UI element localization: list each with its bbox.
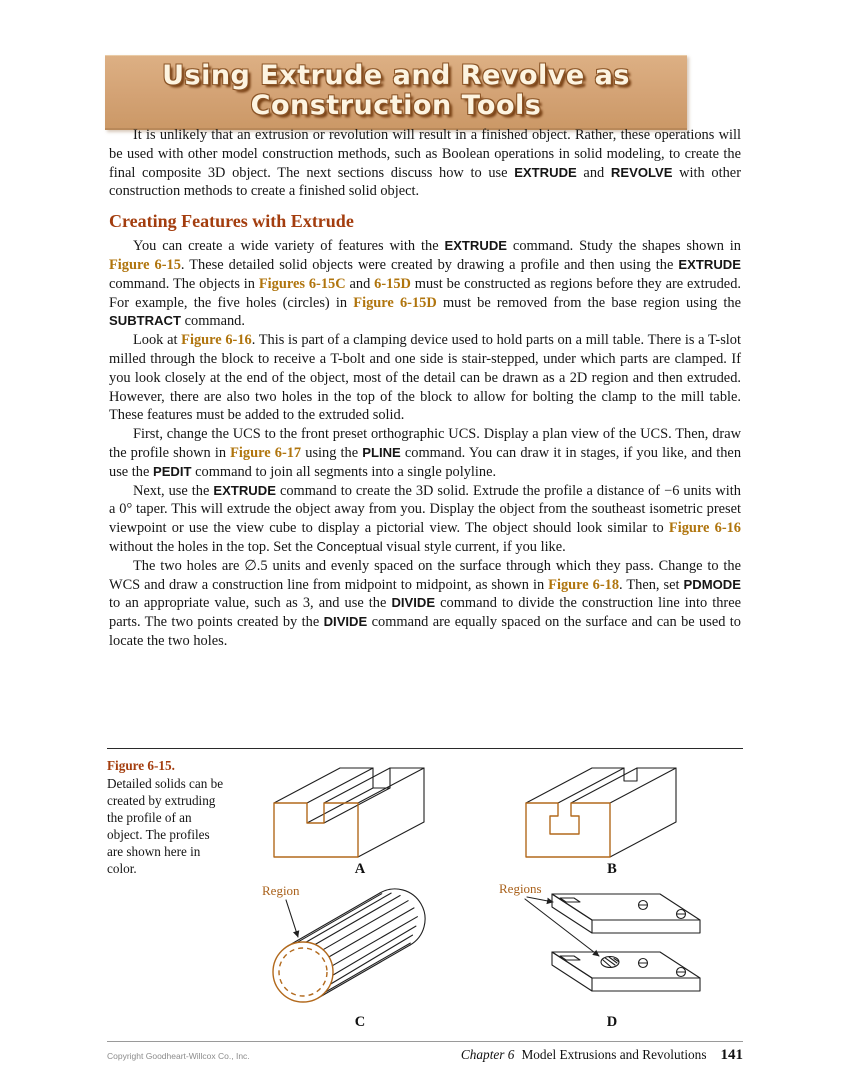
regions-annotation: Regions (499, 882, 542, 896)
page-footer (107, 1041, 743, 1064)
paragraph (109, 237, 741, 331)
text-segment: 6-15D (374, 275, 411, 292)
text-segment: PDMODE (683, 576, 741, 592)
text-segment: Figure 6-17 (230, 444, 302, 461)
section-heading: Creating Features with Extrude (109, 211, 354, 232)
figure-letter-c: C (354, 1014, 366, 1030)
figure-letter-d: D (606, 1014, 618, 1030)
paragraph (109, 331, 741, 425)
text-segment: Figure 6-16 (181, 332, 252, 349)
page-body (109, 126, 741, 651)
figure-caption-label: Figure 6-15. (107, 758, 175, 773)
text-segment: visual style current, if you like. (382, 538, 566, 555)
text-segment: must be removed from the base region using the (436, 294, 741, 311)
intro-paragraph (109, 126, 741, 201)
regions-arrow-2 (525, 899, 599, 956)
text-segment: and (576, 164, 611, 181)
regions-arrow-1 (527, 897, 553, 902)
banner-title-line-1: Using Extrude and Revolve as (162, 60, 630, 91)
text-segment: command. The objects in (109, 275, 259, 292)
text-segment: . Then, set (619, 576, 684, 593)
paragraph (109, 482, 741, 557)
text-segment: command. You can draw it in stages, if you like, and then use the (109, 444, 742, 480)
text-segment: EXTRUDE (678, 256, 741, 272)
block-b-profile-outline (526, 803, 610, 857)
cylinder-body-lines (288, 889, 425, 998)
text-segment: without the holes in the top. Set the (109, 538, 317, 555)
t-slot-block-drawing (517, 757, 707, 861)
text-segment: Next, use the (133, 482, 214, 499)
text-segment: It is unlikely that an extrusion or revolution will result in a finished object. Rather, these operations will be used with other model construction methods, such as Boolean operations in solid modeling, to create the final composite 3D object. The next sections discuss how to use (109, 127, 741, 181)
footer-running-title (461, 1047, 743, 1064)
text-segment: with other construction methods to create a finished solid object. (109, 164, 741, 200)
text-segment: command. Study the shapes shown in (507, 238, 741, 255)
text-segment: Figures 6-15C (258, 275, 346, 292)
block-b-extrusion-lines (526, 768, 676, 857)
text-segment: and (345, 275, 375, 292)
text-segment: . These detailed solid objects were created by drawing a profile and then using the (180, 256, 679, 273)
text-segment: DIVIDE (323, 614, 368, 630)
text-segment: command to join all segments into a single polyline. (191, 463, 497, 480)
block-a-extrusion-lines (274, 768, 424, 857)
text-segment: Figure 6-18 (548, 576, 620, 593)
text-segment: command to divide the construction line into three parts. The two points created by the (109, 595, 741, 631)
footer-chapter: Chapter 6 (460, 1047, 515, 1062)
text-segment: First, change the UCS to the front preset orthographic UCS. Display a plan view of the UCS. Then, draw the profile shown in (109, 426, 741, 461)
splined-cylinder-drawing (260, 882, 460, 1014)
figure-item-b (481, 757, 743, 878)
footer-chapter-title: Model Extrusions and Revolutions (521, 1047, 707, 1062)
paragraph (109, 557, 741, 651)
region-arrow (286, 900, 298, 937)
hatched-hole (601, 957, 619, 968)
text-segment: You can create a wide variety of features with the (133, 238, 445, 255)
paragraph (109, 425, 741, 481)
text-segment: Conceptual (316, 538, 383, 554)
text-segment: command. (181, 313, 245, 330)
figure-caption (107, 757, 229, 1031)
text-segment: DIVIDE (391, 595, 436, 611)
text-segment: to an appropriate value, such as 3, and use the (109, 595, 392, 612)
text-segment: . This is part of a clamping device used to hold parts on a mill table. There is a T-slot milled through the block to receive a T-bolt and one side is stair-stepped, under which parts are clamped. If you look closely at the end of the object, most of the detail can be drawn as a 2D region and then extruded. However, there are also two holes in the top of the block to allow for bolting the clamp to the mill table. These features must be added to the extruded solid. (109, 332, 741, 424)
text-segment: Figure 6-15 (109, 256, 181, 273)
text-segment: using the (301, 444, 363, 461)
figure-letter-a: A (354, 861, 366, 877)
bottom-plate-lines (552, 952, 700, 991)
text-segment: must be constructed as regions before they are extruded. For example, the five holes (circles) in (109, 275, 741, 311)
text-segment: PEDIT (152, 463, 192, 479)
copyright-text: Copyright Goodheart-Willcox Co., Inc. (107, 1051, 250, 1061)
text-segment: EXTRUDE (444, 238, 508, 254)
text-segment: PLINE (362, 444, 401, 460)
top-plate-lines (552, 894, 700, 933)
stacked-plates-drawing (497, 882, 727, 1014)
text-segment: REVOLVE (610, 164, 673, 180)
figure-caption-text: Detailed solids can be created by extruding the profile of an object. The profiles are shown here in color. (107, 776, 224, 876)
text-segment: EXTRUDE (514, 164, 577, 180)
title-banner (105, 55, 687, 130)
text-segment: Look at (133, 332, 182, 349)
text-segment: Figure 6-15D (353, 294, 437, 311)
figure-item-d (481, 882, 743, 1031)
text-segment: EXTRUDE (213, 482, 276, 498)
figure-item-a (251, 757, 469, 878)
region-annotation: Region (262, 883, 300, 898)
cylinder-profile-region (273, 942, 333, 1002)
text-segment: command are equally spaced on the surface and can be used to locate the two holes. (109, 614, 741, 649)
banner-title-line-2: Construction Tools (250, 90, 542, 121)
text-segment: Figure 6-16 (668, 520, 741, 537)
footer-page-number: 141 (720, 1047, 743, 1063)
text-segment: The two holes are ∅.5 units and evenly spaced on the surface through which they pass. Change to the WCS and draw a construction line from midpoint to midpoint, as shown in (109, 557, 741, 593)
text-segment: SUBTRACT (109, 313, 182, 329)
grooved-block-drawing (265, 757, 455, 861)
figure-6-15-section (107, 748, 743, 1031)
figure-item-c (251, 882, 469, 1031)
figure-letter-b: B (607, 861, 617, 877)
text-segment: command to create the 3D solid. Extrude the profile a distance of −6 units with a 0° taper. This will extrude the object away from you. Display the object from the southeast isometric preset viewpoint or use the view cube to display a pictorial view. The object should look similar to (109, 482, 741, 537)
